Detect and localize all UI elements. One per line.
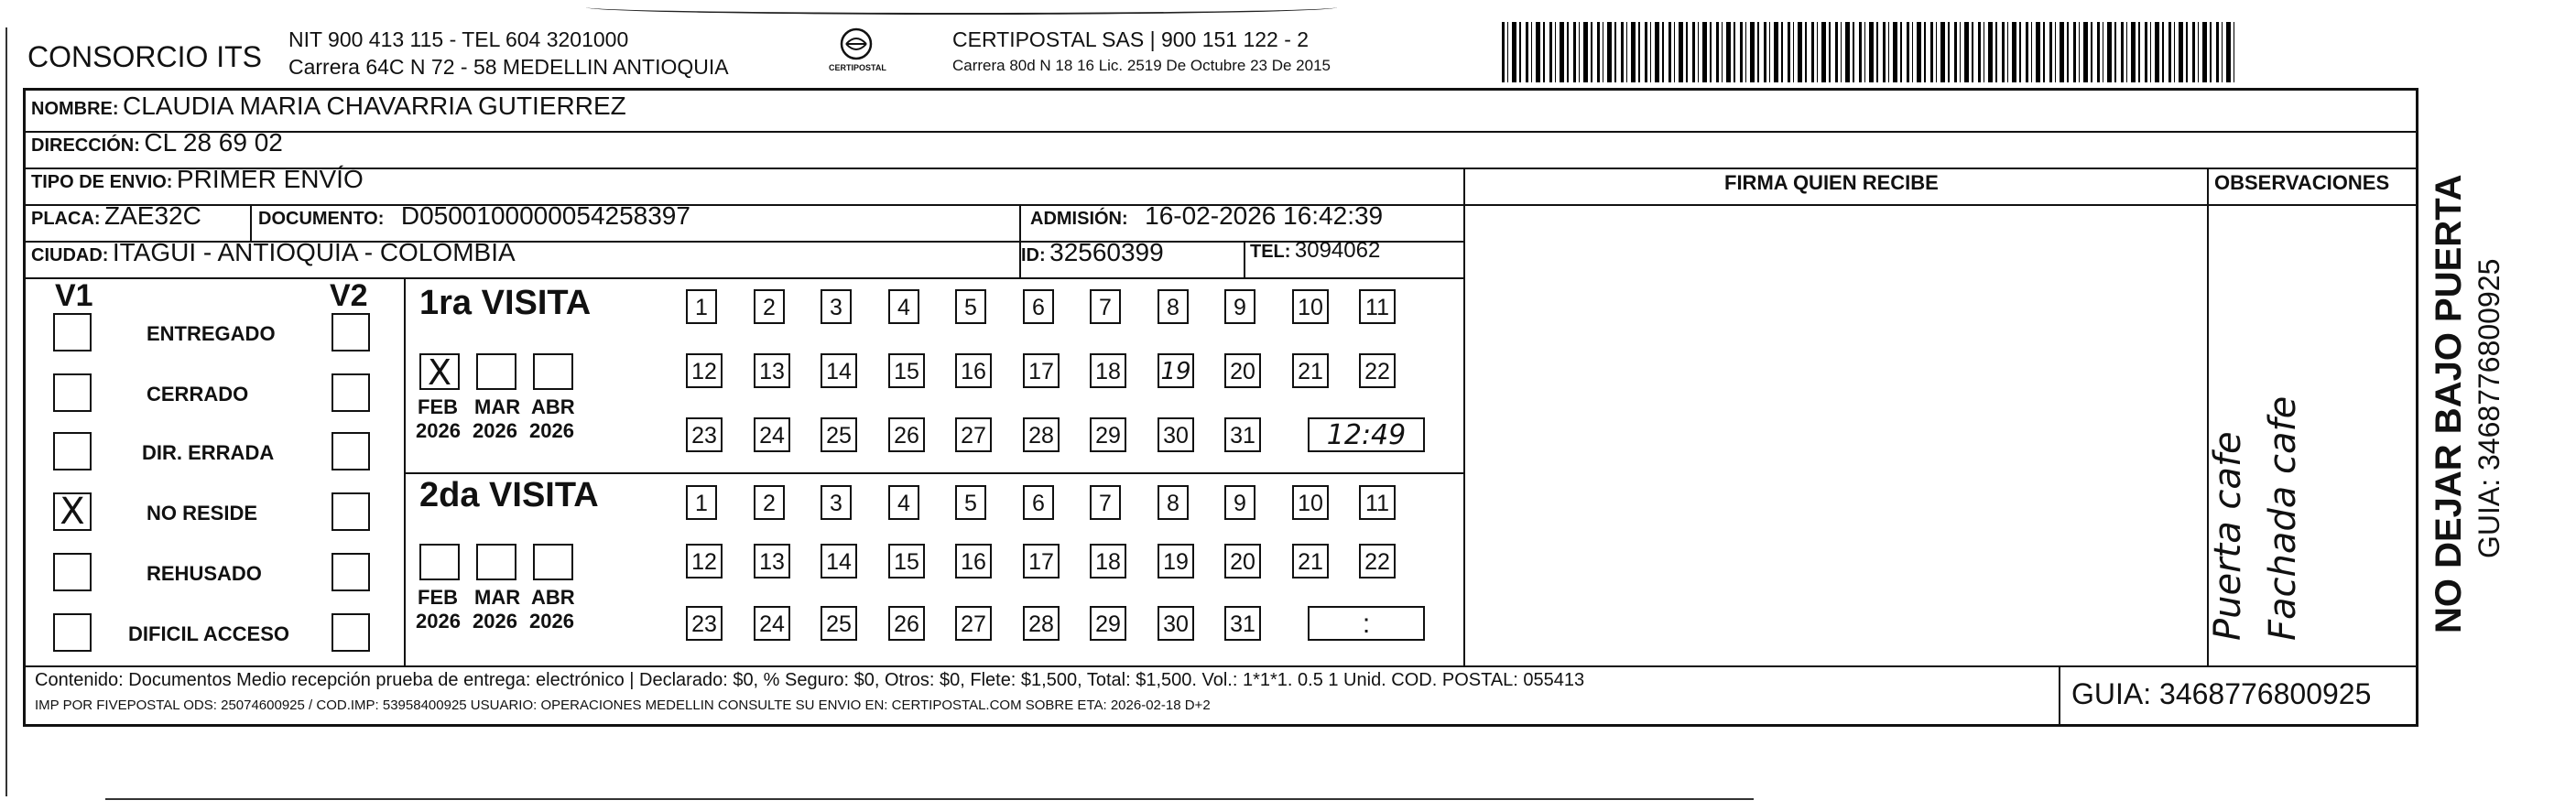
visit2-day-12: 12 [686,544,723,579]
firma-header: FIRMA QUIEN RECIBE [1724,171,1939,194]
visit1-title: 1ra VISITA [419,284,592,322]
visit2-title: 2da VISITA [419,476,599,514]
visit1-day-14: 14 [821,353,857,388]
status-label-dir-errada: DIR. ERRADA [142,441,275,464]
visit1-day-9: 9 [1224,289,1255,324]
visit2-day-27: 27 [955,606,992,641]
visit1-day-6: 6 [1023,289,1054,324]
status-v2-checkbox-entregado [332,313,370,351]
company-name: CONSORCIO ITS [27,40,263,73]
documento-row [258,201,690,231]
tel-label: TEL: [1250,242,1291,262]
visit2-day-3: 3 [821,485,852,520]
carrier-license: Carrera 80d N 18 16 Lic. 2519 De Octubre 23 De 2015 [952,57,1331,74]
visit2-time-box: : [1308,606,1425,641]
visit2-day-26: 26 [888,606,925,641]
status-label-dificil-acceso: DIFICIL ACCESO [128,622,290,645]
visit2-day-7: 7 [1090,485,1121,520]
visit1-day-5: 5 [955,289,986,324]
visit1-day-24: 24 [754,417,790,452]
status-v1-checkbox-entregado [53,313,92,351]
visit1-day-23: 23 [686,417,723,452]
status-v2-checkbox-cerrado [332,373,370,412]
visit2-month-year-abr: 2026 [529,610,574,633]
status-v2-checkbox-dir-errada [332,432,370,470]
visit2-day-1: 1 [686,485,717,520]
status-label-cerrado: CERRADO [147,383,249,406]
visit1-month-label-feb: FEB [418,395,458,418]
scan-left-edge [5,27,7,796]
status-v2-checkbox-no-reside [332,492,370,531]
visit1-day-26: 26 [888,417,925,452]
placa-label: PLACA: [31,209,101,229]
visit2-day-10: 10 [1292,485,1329,520]
visit1-month-label-abr: ABR [531,395,575,418]
visit2-day-8: 8 [1158,485,1189,520]
visit2-day-17: 17 [1023,544,1060,579]
visit2-day-30: 30 [1158,606,1194,641]
visit1-day-13: 13 [754,353,790,388]
visit2-day-5: 5 [955,485,986,520]
nombre-value: CLAUDIA MARIA CHAVARRIA GUTIERREZ [123,92,626,120]
visit1-month-box-mar [476,353,516,390]
visit1-day-22: 22 [1359,353,1396,388]
status-v1-checkbox-dificil-acceso [53,613,92,652]
visit2-day-31: 31 [1224,606,1261,641]
visit1-month-year-abr: 2026 [529,419,574,442]
ciudad-label: CIUDAD: [31,245,109,265]
footer-guia: GUIA: 3468776800925 [2071,677,2372,710]
footer-contenido: Contenido: Documentos Medio recepción prueba de entrega: electrónico | Declarado: $0, % Seguro: $0, Otros: $0, Flete: $1,500, Total: $1,500. Vol.: 1*1*1. 0.5 1 Unid. COD. POSTAL: 055413 [35,670,1585,690]
visit2-day-2: 2 [754,485,785,520]
id-row [1021,238,1164,267]
visit2-day-23: 23 [686,606,723,641]
visit2-day-25: 25 [821,606,857,641]
visit1-day-15: 15 [888,353,925,388]
nombre-label: NOMBRE: [31,99,119,119]
status-v2-checkbox-rehusado [332,553,370,591]
visit2-month-year-mar: 2026 [473,610,517,633]
visit2-day-9: 9 [1224,485,1255,520]
visit1-day-12: 12 [686,353,723,388]
company-nit: NIT 900 413 115 - TEL 604 3201000 [288,27,629,51]
tipo-envio-value: PRIMER ENVÍO [176,165,364,193]
status-v1-checkbox-dir-errada [53,432,92,470]
direccion-label: DIRECCIÓN: [31,135,140,156]
nombre-row [31,92,626,121]
visit2-day-29: 29 [1090,606,1126,641]
visit2-day-20: 20 [1224,544,1261,579]
visit2-month-box-feb [419,544,460,580]
visit1-day-7: 7 [1090,289,1121,324]
observaciones-note-2: Fachada cafe [2262,395,2304,641]
visit1-day-16: 16 [955,353,992,388]
visit1-day-31: 31 [1224,417,1261,452]
admision-label: ADMISIÓN: [1030,209,1128,229]
admision-row [1030,201,1383,231]
barcode [1502,22,2234,82]
certipostal-logo [829,26,884,81]
placa-row [31,201,201,231]
company-address: Carrera 64C N 72 - 58 MEDELLIN ANTIOQUIA [288,55,729,79]
visit1-day-8: 8 [1158,289,1189,324]
scan-top-edge [586,0,1337,15]
visit1-day-11: 11 [1359,289,1396,324]
shipping-form [23,88,2418,727]
visit2-month-label-feb: FEB [418,586,458,609]
direccion-value: CL 28 69 02 [144,128,283,157]
visit1-day-29: 29 [1090,417,1126,452]
visit2-day-15: 15 [888,544,925,579]
visit1-month-year-mar: 2026 [473,419,517,442]
visit1-day-27: 27 [955,417,992,452]
documento-label: DOCUMENTO: [258,209,385,229]
status-label-no-reside: NO RESIDE [147,502,258,524]
status-v1-checkbox-rehusado [53,553,92,591]
direccion-row [31,128,283,157]
visit1-month-year-feb: 2026 [416,419,461,442]
visit1-time-box: 12:49 [1308,417,1425,452]
ciudad-row [31,238,516,267]
visit1-day-20: 20 [1224,353,1261,388]
v1-label: V1 [55,278,93,313]
visit1-day-28: 28 [1023,417,1060,452]
documento-value: D0500100000054258397 [400,201,690,230]
certipostal-logo-icon [838,26,875,62]
status-v2-checkbox-dificil-acceso [332,613,370,652]
visit2-month-label-mar: MAR [474,586,521,609]
visit1-month-box-feb: X [419,353,460,390]
visit1-day-4: 4 [888,289,919,324]
visit2-day-4: 4 [888,485,919,520]
carrier-name: CERTIPOSTAL SAS | 900 151 122 - 2 [952,27,1310,51]
tel-value: 3094062 [1294,238,1381,263]
status-v1-checkbox-no-reside: X [53,492,92,531]
visit1-day-25: 25 [821,417,857,452]
visit1-month-box-abr [533,353,573,390]
visit2-day-6: 6 [1023,485,1054,520]
observaciones-note-1: Puerta cafe [2207,431,2249,641]
visit2-day-28: 28 [1023,606,1060,641]
visit1-day-19: 19 [1158,353,1194,388]
v2-label: V2 [330,278,368,313]
id-label: ID: [1021,245,1046,265]
visit2-day-11: 11 [1359,485,1396,520]
visit2-month-box-mar [476,544,516,580]
visit2-day-14: 14 [821,544,857,579]
status-label-entregado: ENTREGADO [147,322,276,345]
side-guia: GUIA: 3468776800925 [2473,258,2505,558]
visit2-day-13: 13 [754,544,790,579]
visit1-day-1: 1 [686,289,717,324]
ciudad-value: ITAGUI - ANTIOQUIA - COLOMBIA [112,238,516,266]
status-v1-checkbox-cerrado [53,373,92,412]
tel-row [1250,238,1380,264]
status-label-rehusado: REHUSADO [147,562,262,585]
visit1-day-17: 17 [1023,353,1060,388]
visit1-day-10: 10 [1292,289,1329,324]
visit2-month-label-abr: ABR [531,586,575,609]
visit2-day-24: 24 [754,606,790,641]
footer-impresion: IMP POR FIVEPOSTAL ODS: 25074600925 / COD.IMP: 53958400925 USUARIO: OPERACIONES MEDELLIN CONSULTE SU ENVIO EN: CERTIPOSTAL.COM SOBRE ETA: 2026-02-18 D+2 [35,697,1211,713]
visit2-day-16: 16 [955,544,992,579]
placa-value: ZAE32C [104,201,201,230]
visit1-day-21: 21 [1292,353,1329,388]
visit2-day-22: 22 [1359,544,1396,579]
tipo-envio-row [31,165,364,194]
observaciones-header: OBSERVACIONES [2214,171,2390,194]
tipo-envio-label: TIPO DE ENVIO: [31,172,173,192]
visit2-month-year-feb: 2026 [416,610,461,633]
visit1-month-label-mar: MAR [474,395,521,418]
visit1-day-3: 3 [821,289,852,324]
admision-value: 16-02-2026 16:42:39 [1145,201,1384,230]
scan-bottom-edge [105,798,1754,800]
visit1-day-2: 2 [754,289,785,324]
id-value: 32560399 [1049,238,1164,266]
visit2-month-box-abr [533,544,573,580]
side-warning: NO DEJAR BAJO PUERTA [2429,174,2469,633]
visit2-day-21: 21 [1292,544,1329,579]
visit2-day-18: 18 [1090,544,1126,579]
visit1-day-30: 30 [1158,417,1194,452]
visit2-day-19: 19 [1158,544,1194,579]
visit1-day-18: 18 [1090,353,1126,388]
logo-text: CERTIPOSTAL [829,63,886,72]
